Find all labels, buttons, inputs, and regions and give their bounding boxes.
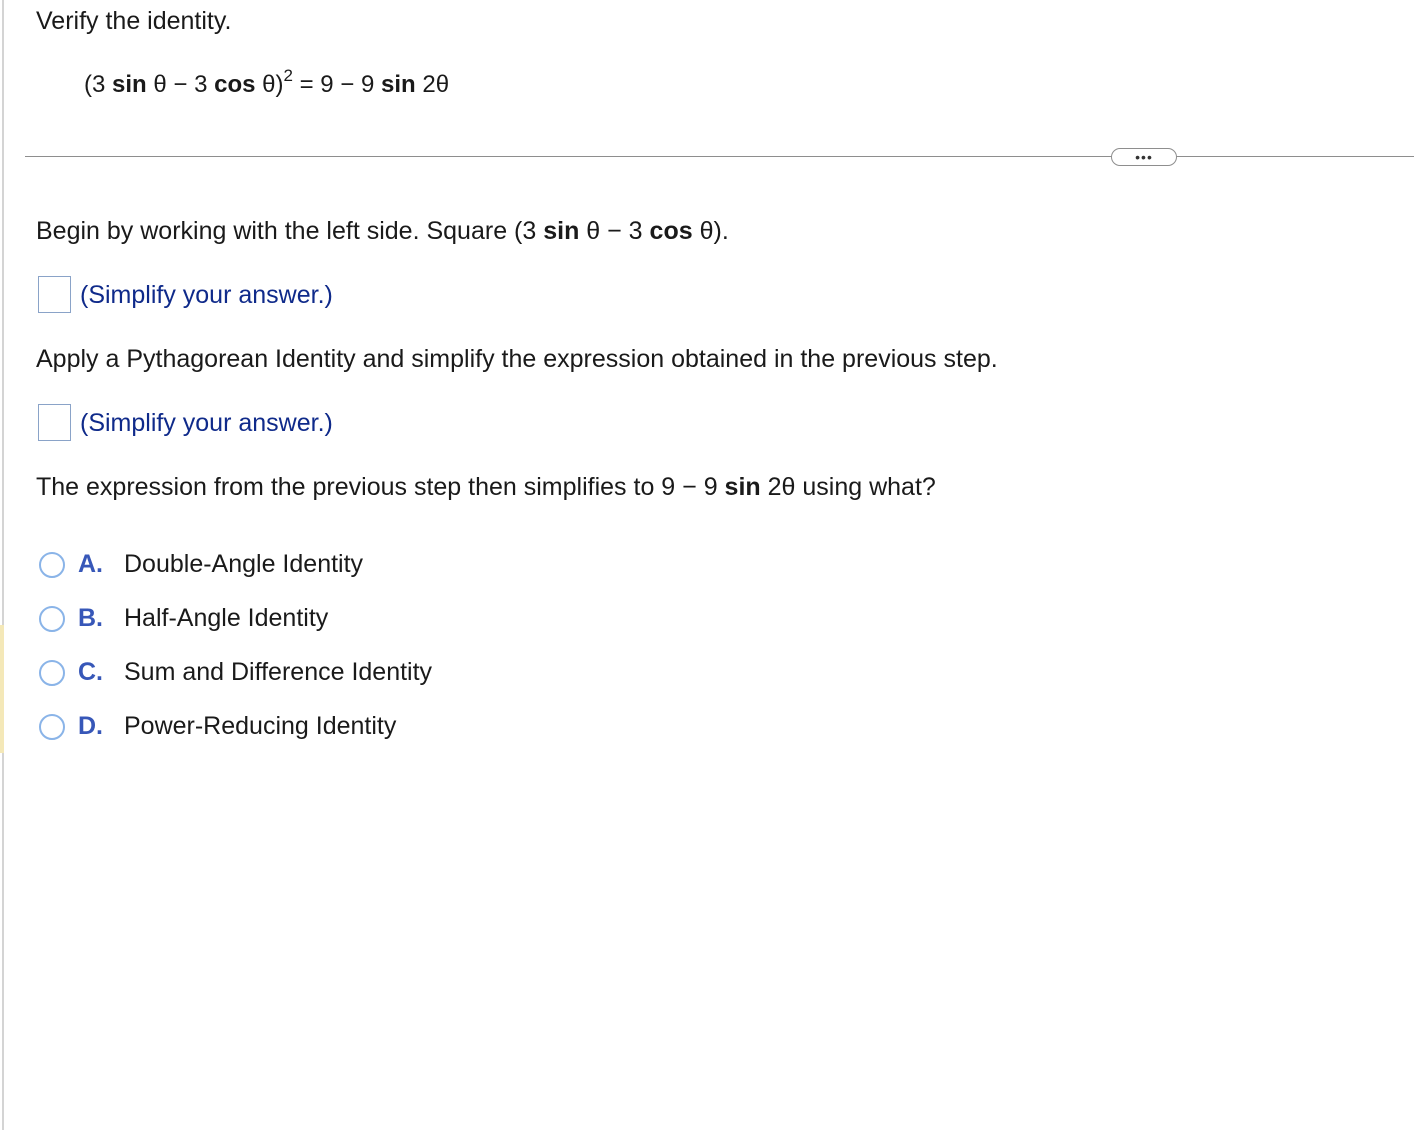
step1-text: θ). (692, 217, 729, 245)
step1-instruction (36, 216, 729, 246)
option-c-letter: C. (78, 658, 103, 686)
identity-part: = 9 − 9 (292, 71, 382, 98)
step2-answer-input[interactable] (38, 404, 71, 441)
identity-equation (84, 66, 450, 100)
step3-text: The expression from the previous step then simplifies to 9 − 9 (36, 473, 725, 501)
option-c-label[interactable]: Sum and Difference Identity (124, 658, 433, 686)
option-a-label[interactable]: Double-Angle Identity (124, 550, 364, 578)
identity-part: (3 (84, 71, 113, 98)
identity-part: θ − 3 (146, 71, 215, 98)
step3-sin: sin (724, 473, 761, 501)
left-accent-bar (0, 625, 4, 753)
step1-answer-input[interactable] (38, 276, 71, 313)
step2-hint: (Simplify your answer.) (80, 409, 333, 437)
option-b-label[interactable]: Half-Angle Identity (124, 604, 329, 632)
option-a-letter: A. (78, 550, 103, 578)
option-c-radio[interactable] (39, 660, 65, 686)
identity-part: θ) (255, 71, 284, 98)
option-d-radio[interactable] (39, 714, 65, 740)
option-d-label[interactable]: Power-Reducing Identity (124, 712, 397, 740)
step3-text: 2θ using what? (760, 473, 936, 501)
option-a-radio[interactable] (39, 552, 65, 578)
identity-sin: sin (112, 71, 147, 98)
step3-question (36, 472, 936, 502)
step1-cos: cos (649, 217, 693, 245)
step1-hint: (Simplify your answer.) (80, 281, 333, 309)
section-divider (25, 156, 1414, 157)
option-b-letter: B. (78, 604, 103, 632)
step1-sin: sin (543, 217, 580, 245)
left-border (2, 0, 4, 1130)
option-d-letter: D. (78, 712, 103, 740)
option-b-radio[interactable] (39, 606, 65, 632)
identity-exponent: 2 (283, 66, 293, 85)
step1-text: θ − 3 (579, 217, 650, 245)
identity-cos: cos (214, 71, 256, 98)
identity-part: 2θ (415, 71, 450, 98)
more-options-button[interactable]: ••• (1111, 148, 1177, 166)
step1-text: Begin by working with the left side. Square (3 (36, 217, 544, 245)
question-title: Verify the identity. (36, 7, 232, 35)
identity-sin: sin (381, 71, 416, 98)
step2-instruction: Apply a Pythagorean Identity and simplify the expression obtained in the previous step. (36, 345, 998, 373)
